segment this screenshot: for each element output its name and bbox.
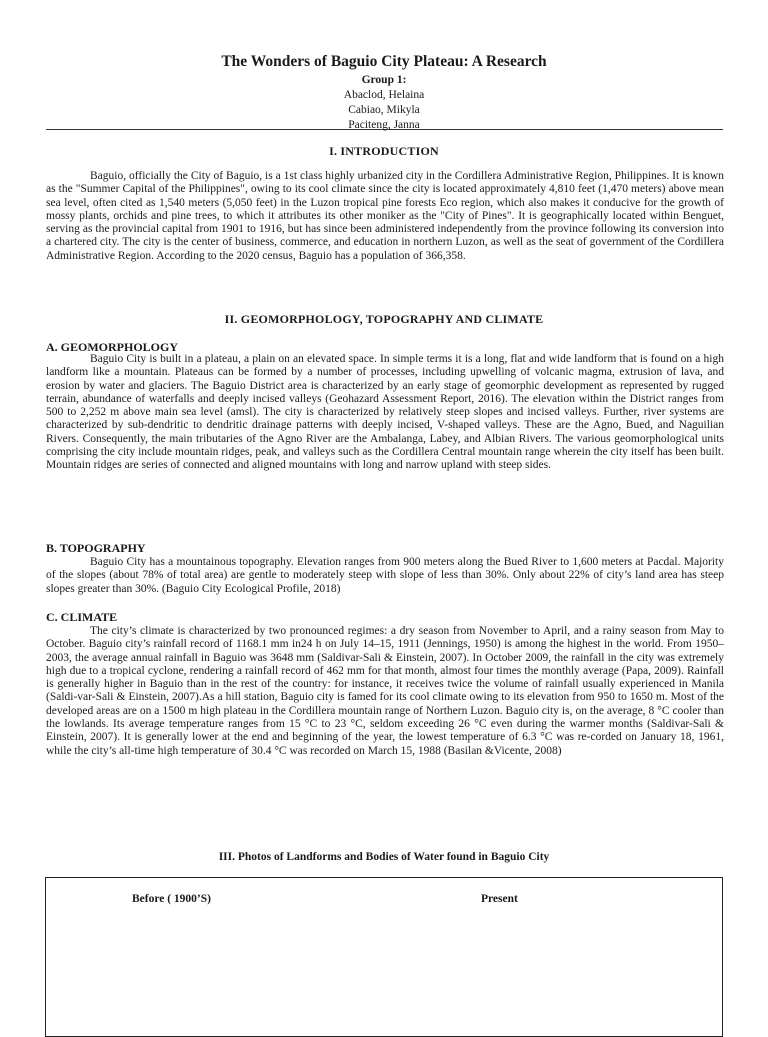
column-header-present: Present bbox=[481, 893, 518, 905]
section-heading-photos: III. Photos of Landforms and Bodies of Water found in Baguio City bbox=[218, 851, 550, 863]
subheading-geomorphology: A. GEOMORPHOLOGY bbox=[46, 340, 178, 354]
climate-paragraph: The city’s climate is characterized by two pronounced regimes: a dry season from November to April, and a rainy season from May to October. Baguio city’s rainfall record of 1168.1 mm in24 h on July 14–15, 1911 (Jennings, 1950) is among the highest in the world. From 1950–2003, the average annual rainfall in Baguio was 3648 mm (Saldivar-Sali & Einstein, 2007). In October 2009, the rainfall in the city was extremely high due to a tropical cyclone, rendering a rainfall record of 462 mm for that month, almost four times the monthly average (Papa, 2009). Rainfall is generally higher in Baguio than in the rest of the country: for instance, it receives twice the volume of rainfall usually experienced in Manila (Saldi-var-Sali & Einstein, 2007).As a hill station, Baguio city is famed for its cool climate owing to its elevation from 950 to 1650 m. Most of the developed areas are on a 1500 m high plateau in the Cordillera mountain range of Northern Luzon. Baguio city is, on the average, 8 °C cooler than the lowlands. Its average temperature ranges from 15 °C to 23 °C, seldom exceeding 26 °C even during the warmer months (Saldivar-Sali & Einstein, 2007). It is generally lower at the end and beginning of the year, the lowest temperature of 6.3 °C was re-corded on January 18, 1961, while the city’s all-time high temperature of 30.4 °C was recorded on March 15, 1988 (Basilan &Vicente, 2008) bbox=[46, 625, 724, 757]
column-header-before: Before ( 1900’S) bbox=[132, 893, 211, 905]
author-name: Paciteng, Janna bbox=[348, 119, 420, 131]
photo-comparison-table bbox=[45, 877, 723, 1037]
header-divider bbox=[46, 129, 723, 130]
author-name: Abaclod, Helaina bbox=[343, 89, 425, 101]
section-heading-introduction: I. INTRODUCTION bbox=[329, 144, 439, 158]
group-label: Group 1: bbox=[361, 74, 407, 86]
subheading-topography: B. TOPOGRAPHY bbox=[46, 541, 146, 555]
document-title: The Wonders of Baguio City Plateau: A Research bbox=[221, 53, 547, 70]
section-heading-geomorphology-topography-climate: II. GEOMORPHOLOGY, TOPOGRAPHY AND CLIMATE bbox=[224, 312, 544, 326]
subheading-climate: C. CLIMATE bbox=[46, 610, 118, 624]
author-block bbox=[0, 73, 768, 133]
author-name: Cabiao, Mikyla bbox=[348, 104, 420, 116]
geomorphology-paragraph: Baguio City is built in a plateau, a plain on an elevated space. In simple terms it is a long, flat and wide landform that is found on a high landform like a mountain. Plateaus can be formed by a number of processes, including upwelling of volcanic magma, extrusion of lava, and erosion by water and glaciers. The Baguio District area is characterized by an early stage of geomorphic development as represented by rugged terrain, abundance of waterfalls and deeply incised valleys (Geohazard Assessment Report, 2016). The elevation within the District ranges from 500 to 2,252 m above main sea level (amsl). The city is characterized by relatively steep slopes and incised valleys. Further, river systems are characterized by sub-dendritic to dendritic drainage patterns with deeply incised, V-shaped valleys. These are the Agno, Bued, and Naguilian Rivers. Consequently, the main tributaries of the Agno River are the Ambalanga, Labey, and Albian Rivers. The various geomorphological units comprising the city include mountain ridges, peak, and valleys such as the Cordillera Central mountain range wherein the city itself has been built. Mountain ridges are series of connected and aligned mountains with long and narrow upland with steep sides. bbox=[46, 353, 724, 472]
introduction-paragraph: Baguio, officially the City of Baguio, is a 1st class highly urbanized city in the Cordillera Administrative Region, Philippines. It is known as the "Summer Capital of the Philippines", owing to its cool climate since the city is located approximately 4,810 feet (1,470 meters) above mean sea level, often cited as 1,540 meters (5,050 feet) in the Luzon tropical pine forests Eco region, which also makes it conducive for the growth of mossy plants, orchids and pine trees, to which it attributes its other moniker as the "City of Pines". It is geographically located within Benguet, serving as the provincial capital from 1901 to 1916, but has since been administered independently from the province following its conversion into a chartered city. The city is the center of business, commerce, and education in northern Luzon, as well as the seat of government of the Cordillera Administrative Region. According to the 2020 census, Baguio has a population of 366,358. bbox=[46, 170, 724, 262]
topography-paragraph: Baguio City has a mountainous topography. Elevation ranges from 900 meters along the Bued River to 1,600 meters at Pacdal. Majority of the slopes (about 78% of total area) are gentle to moderately steep with slope of less than 30%. Only about 22% of city’s land area has steep slopes greater than 30%. (Baguio City Ecological Profile, 2018) bbox=[46, 556, 724, 595]
